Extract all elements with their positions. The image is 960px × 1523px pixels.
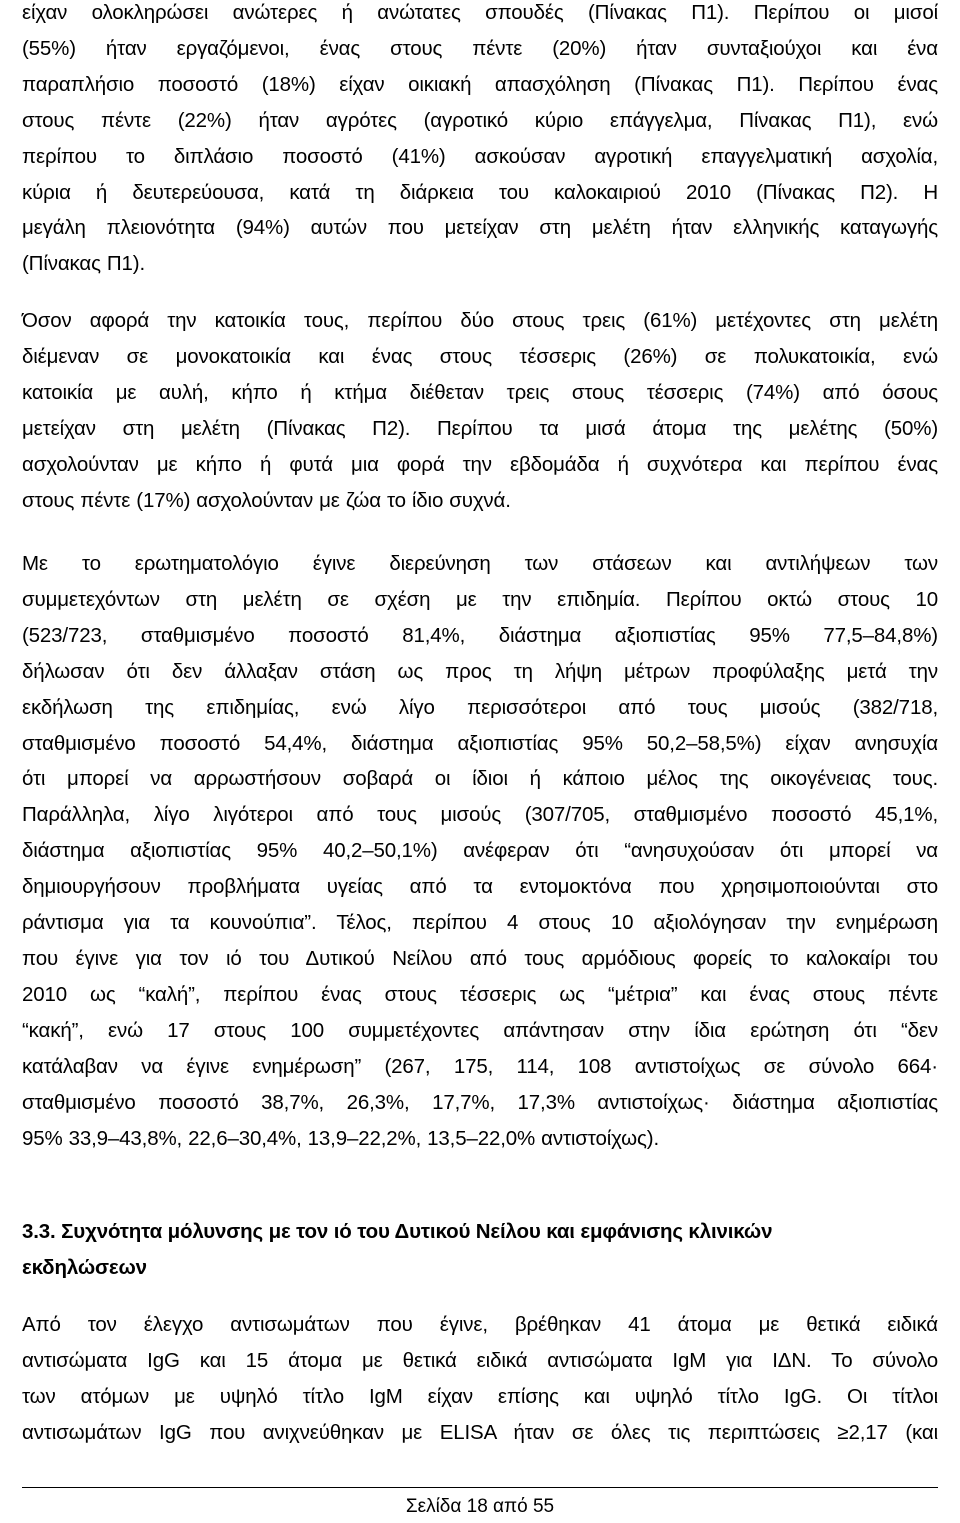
text-line: μεγάλη πλειονότητα (94%) αυτών που μετείχαν στη μελέτη ήταν ελληνικής καταγωγής [22, 216, 938, 240]
paragraph-housing [22, 303, 938, 518]
text-line: Παράλληλα, λίγο λιγότεροι από τους μισούς (307/705, σταθμισμένο ποσοστό 45,1%, [22, 803, 938, 827]
text-line: (55%) ήταν εργαζόμενοι, ένας στους πέντε (20%) ήταν συνταξιούχοι και ένα [22, 36, 938, 60]
text-line: ασχολούνταν με κήπο ή φυτά μια φορά την εβδομάδα ή συχνότερα και περίπου ένας [22, 452, 938, 476]
text-line: εκδήλωση της επιδημίας, ενώ λίγο περισσότεροι από τους μισούς (382/718, [22, 695, 938, 719]
heading-line: 3.3. Συχνότητα μόλυνσης με τον ιό του Δυτικού Νείλου και εμφάνισης κλινικών [22, 1220, 773, 1243]
text-line: των ατόμων με υψηλό τίτλο IgM είχαν επίσης και υψηλό τίτλο IgG. Οι τίτλοι [22, 1384, 938, 1408]
text-line: ράντισμα για τα κουνούπια”. Τέλος, περίπου 4 στους 10 αξιολόγησαν την ενημέρωση [22, 911, 938, 935]
footer-divider [22, 1487, 938, 1488]
text-line: μετείχαν στη μελέτη (Πίνακας Π2). Περίπου τα μισά άτομα της μελέτης (50%) [22, 416, 938, 440]
text-line: είχαν ολοκληρώσει ανώτερες ή ανώτατες σπουδές (Πίνακας Π1). Περίπου οι μισοί [22, 1, 938, 24]
text-line: Όσον αφορά την κατοικία τους, περίπου δύο στους τρεις (61%) μετέχοντες στη μελέτη [22, 309, 938, 332]
text-line: (523/723, σταθμισμένο ποσοστό 81,4%, διάστημα αξιοπιστίας 95% 77,5–84,8%) [22, 623, 938, 647]
text-line: 2010 ως “καλή”, περίπου ένας στους τέσσερις ως “μέτρια” και ένας στους πέντε [22, 982, 938, 1006]
text-line: παραπλήσιο ποσοστό (18%) είχαν οικιακή απασχόληση (Πίνακας Π1). Περίπου ένας [22, 72, 938, 96]
text-line: που έγινε για τον ιό του Δυτικού Νείλου από τους αρμόδιους φορείς το καλοκαίρι του [22, 946, 938, 970]
text-line: αντισώματα IgG και 15 άτομα με θετικά ειδικά αντισώματα IgM για ΙΔΝ. Το σύνολο [22, 1348, 938, 1372]
paragraph-antibodies [22, 1307, 938, 1451]
text-line: στους πέντε (22%) ήταν αγρότες (αγροτικό κύριο επάγγελμα, Πίνακας Π1), ενώ [22, 108, 938, 132]
text-line: δήλωσαν ότι δεν άλλαξαν στάση ως προς τη λήψη μέτρων προφύλαξης μετά την [22, 659, 938, 683]
paragraph-demographics [22, 0, 938, 282]
text-line: (Πίνακας Π1). [22, 252, 145, 276]
text-line: διάστημα αξιοπιστίας 95% 40,2–50,1%) ανέφεραν ότι “ανησυχούσαν ότι μπορεί να [22, 839, 938, 863]
text-line: κατάλαβαν να έγινε ενημέρωση” (267, 175, 114, 108 αντιστοίχως σε σύνολο 664· [22, 1054, 938, 1078]
text-line: ότι μπορεί να αρρωστήσουν σοβαρά οι ίδιοι ή κάποιο μέλος της οικογένειας τους. [22, 767, 938, 791]
text-line: δημιουργήσουν προβλήματα υγείας από τα εντομοκτόνα που χρησιμοποιούνται στο [22, 875, 938, 899]
text-line: 95% 33,9–43,8%, 22,6–30,4%, 13,9–22,2%, 13,5–22,0% αντιστοίχως). [22, 1126, 659, 1150]
text-line: “κακή”, ενώ 17 στους 100 συμμετέχοντες απάντησαν στην ίδια ερώτηση ότι “δεν [22, 1018, 938, 1042]
heading-line: εκδηλώσεων [22, 1256, 147, 1279]
text-line: Από τον έλεγχο αντισωμάτων που έγινε, βρέθηκαν 41 άτομα με θετικά ειδικά [22, 1313, 938, 1336]
text-line: Με το ερωτηματολόγιο έγινε διερεύνηση των στάσεων και αντιλήψεων των [22, 552, 938, 575]
text-line: διέμεναν σε μονοκατοικία και ένας στους τέσσερις (26%) σε πολυκατοικία, ενώ [22, 344, 938, 368]
section-heading-3-3 [22, 1214, 938, 1286]
page-number-footer: Σελίδα 18 από 55 [405, 1496, 555, 1517]
paragraph-attitudes [22, 546, 938, 1156]
text-line: σταθμισμένο ποσοστό 38,7%, 26,3%, 17,7%, 17,3% αντιστοίχως· διάστημα αξιοπιστίας [22, 1090, 938, 1114]
text-line: συμμετεχόντων στη μελέτη σε σχέση με την επιδημία. Περίπου οκτώ στους 10 [22, 587, 938, 611]
text-line: κύρια ή δευτερεύουσα, κατά τη διάρκεια του καλοκαιριού 2010 (Πίνακας Π2). Η [22, 180, 938, 204]
text-line: κατοικία με αυλή, κήπο ή κτήμα διέθεταν τρεις στους τέσσερις (74%) από όσους [22, 380, 938, 404]
text-line: περίπου το διπλάσιο ποσοστό (41%) ασκούσαν αγροτική επαγγελματική ασχολία, [22, 144, 938, 168]
text-line: αντισωμάτων IgG που ανιχνεύθηκαν με ELISA ήταν σε όλες τις περιπτώσεις ≥2,17 (και [22, 1420, 938, 1444]
text-line: στους πέντε (17%) ασχολούνταν με ζώα το ίδιο συχνά. [22, 488, 511, 512]
text-line: σταθμισμένο ποσοστό 54,4%, διάστημα αξιοπιστίας 95% 50,2–58,5%) είχαν ανησυχία [22, 731, 938, 755]
